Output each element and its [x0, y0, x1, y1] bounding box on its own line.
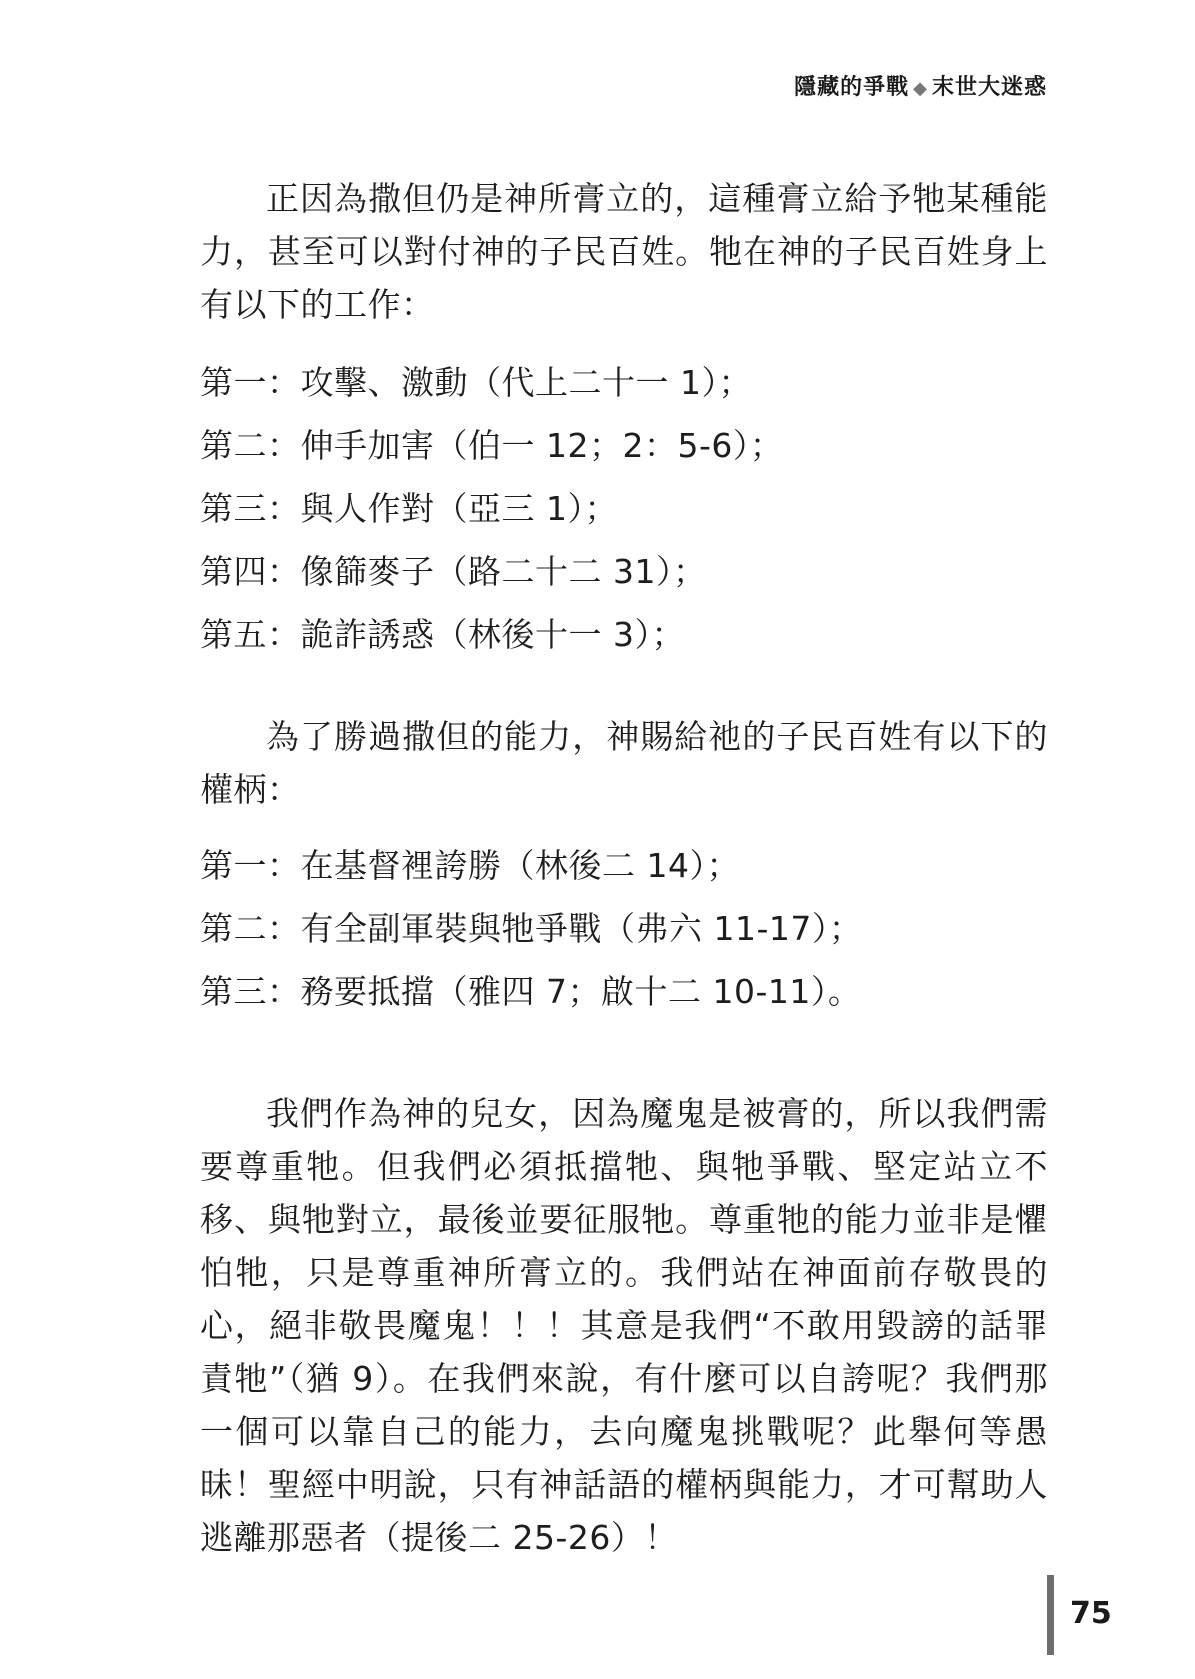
diamond-separator-icon: ◆ — [913, 78, 928, 99]
list-item: 第二：有全副軍裝與牠爭戰（弗六 11-17）； — [200, 909, 863, 948]
list-item: 第三：與人作對（亞三 1）； — [200, 489, 618, 528]
book-title: 隱藏的爭戰 — [794, 75, 910, 100]
page-number: 75 — [1070, 1596, 1112, 1631]
paragraph-satan-anointed: 正因為撒但仍是神所膏立的，這種膏立給予牠某種能力，甚至可以對付神的子民百姓。牠在神的子民百姓身上有以下的工作： — [200, 179, 1048, 324]
book-subtitle: 末世大迷惑 — [931, 75, 1047, 100]
page-number-bar — [1047, 1575, 1054, 1655]
list-item: 第四：像篩麥子（路二十二 31）； — [200, 552, 707, 591]
page-body — [200, 172, 1048, 1564]
satan-works-list — [200, 351, 1048, 666]
believer-authority-list — [200, 834, 1048, 1023]
paragraph-authority-intro: 為了勝過撒但的能力，神賜給祂的子民百姓有以下的權柄： — [200, 717, 1048, 809]
paragraph-respect-not-fear: 我們作為神的兒女，因為魔鬼是被膏的，所以我們需要尊重牠。但我們必須抵擋牠、與牠爭戰、堅定站立不移、與牠對立，最後並要征服牠。尊重牠的能力並非是懼怕牠，只是尊重神所膏立的。我們站在神面前存敬畏的心，絕非敬畏魔鬼！！！其意是我們“不敢用毀謗的話罪責牠”（猶 9）。在我們來說，有什麼可以自誇呢？我們那一個可以靠自己的能力，去向魔鬼挑戰呢？此舉何等愚昧！聖經中明說，只有神話語的權柄與能力，才可幫助人逃離那惡者（提後二 25-26）！ — [200, 1094, 1048, 1557]
list-item: 第五：詭詐誘惑（林後十一 3）； — [200, 615, 685, 654]
running-header — [794, 70, 1047, 101]
list-item: 第一：在基督裡誇勝（林後二 14）； — [200, 846, 740, 885]
list-item: 第三：務要抵擋（雅四 7；啟十二 10-11）。 — [200, 972, 862, 1011]
list-item: 第一：攻擊、激動（代上二十一 1）； — [200, 363, 752, 402]
list-item: 第二：伸手加害（伯一 12；2：5-6）； — [200, 426, 784, 465]
